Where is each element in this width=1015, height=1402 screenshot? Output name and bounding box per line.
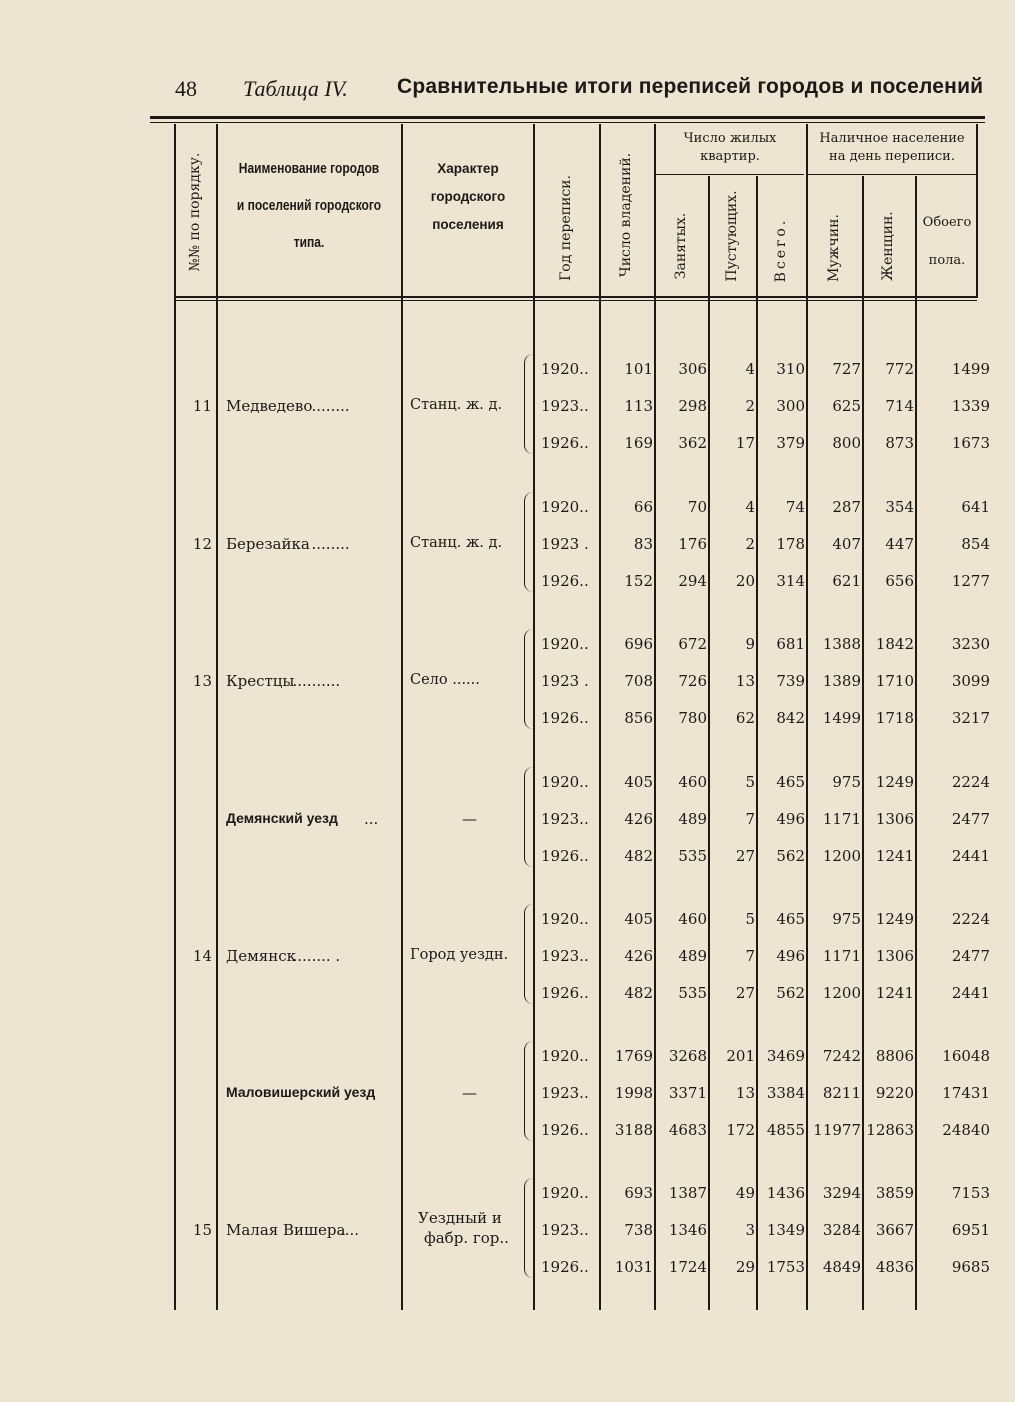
value-women: 1710 [875, 672, 914, 690]
value-both: 1673 [951, 434, 990, 452]
value-vac: 7 [745, 810, 755, 828]
value-men: 621 [832, 572, 861, 590]
value-occ: 780 [678, 709, 707, 727]
value-both: 1339 [951, 397, 990, 415]
value-both: 2477 [951, 947, 990, 965]
value-owners: 113 [624, 397, 653, 415]
value-owners: 3188 [614, 1121, 653, 1139]
top-rule-thick [150, 116, 985, 119]
value-tot: 3469 [766, 1047, 805, 1065]
header-name-line3: типа. [293, 234, 325, 251]
value-occ: 1724 [668, 1258, 707, 1276]
table-label: Таблица IV. [243, 76, 348, 101]
value-occ: 489 [678, 810, 707, 828]
name-leader: ........ [311, 397, 350, 415]
value-vac: 27 [735, 847, 755, 865]
census-year: 1926.. [541, 1258, 589, 1276]
value-vac: 29 [735, 1258, 755, 1276]
census-year: 1923.. [541, 1084, 589, 1102]
value-women: 1249 [875, 773, 914, 791]
value-owners: 1998 [614, 1084, 653, 1102]
header-women: Женщин. [880, 211, 896, 281]
value-occ: 298 [678, 397, 707, 415]
census-year: 1926.. [541, 572, 589, 590]
census-year: 1926.. [541, 847, 589, 865]
settlement-character-line2: фабр. гор.. [424, 1229, 509, 1247]
value-women: 447 [885, 535, 914, 553]
value-women: 1842 [875, 635, 914, 653]
apartments-subrule [654, 174, 804, 175]
page-number: 48 [175, 76, 197, 101]
value-men: 1171 [822, 947, 861, 965]
value-owners: 482 [624, 984, 653, 1002]
value-men: 11977 [813, 1121, 861, 1139]
value-men: 1389 [822, 672, 861, 690]
value-occ: 535 [678, 984, 707, 1002]
value-men: 8211 [822, 1084, 861, 1102]
value-men: 1171 [822, 810, 861, 828]
value-vac: 201 [726, 1047, 755, 1065]
value-women: 714 [885, 397, 914, 415]
col-line-10 [862, 176, 864, 1310]
census-year: 1923.. [541, 810, 589, 828]
value-owners: 152 [624, 572, 653, 590]
value-vac: 2 [745, 535, 755, 553]
census-year: 1920.. [541, 1184, 589, 1202]
value-vac: 13 [735, 672, 755, 690]
census-year: 1920.. [541, 910, 589, 928]
value-women: 3667 [875, 1221, 914, 1239]
settlement-character: Станц. ж. д. [410, 535, 503, 551]
col-line-8 [756, 176, 758, 1310]
header-vacant: Пустующих. [724, 190, 740, 282]
header-owners: Число владений. [618, 152, 634, 278]
place-name: Березайка [226, 535, 310, 553]
settlement-character: — [462, 1084, 477, 1102]
population-subrule [806, 174, 976, 175]
value-both: 3217 [951, 709, 990, 727]
value-women: 1241 [875, 984, 914, 1002]
value-tot: 178 [776, 535, 805, 553]
value-women: 1718 [875, 709, 914, 727]
settlement-character: Город уездн. [410, 947, 509, 963]
row-number: 13 [192, 672, 212, 690]
header-character-line3: поселения [432, 217, 504, 232]
settlement-character: Село ...... [410, 672, 480, 688]
value-owners: 1769 [614, 1047, 653, 1065]
value-owners: 1031 [614, 1258, 653, 1276]
value-occ: 4683 [668, 1121, 707, 1139]
col-line-5 [599, 124, 601, 1310]
value-owners: 693 [624, 1184, 653, 1202]
value-both: 2224 [951, 773, 990, 791]
value-vac: 17 [735, 434, 755, 452]
header-apartments-group [654, 130, 806, 166]
name-leader: .......... [292, 672, 341, 690]
row-number: 14 [192, 947, 212, 965]
value-vac: 2 [745, 397, 755, 415]
top-rule-thin [150, 122, 985, 123]
value-women: 1241 [875, 847, 914, 865]
group-brace [524, 354, 533, 454]
group-brace [524, 1178, 533, 1278]
value-owners: 405 [624, 910, 653, 928]
group-brace [524, 492, 533, 592]
value-tot: 681 [776, 635, 805, 653]
value-both: 9685 [951, 1258, 990, 1276]
value-occ: 294 [678, 572, 707, 590]
value-tot: 300 [776, 397, 805, 415]
group-brace [524, 767, 533, 867]
value-women: 1306 [875, 810, 914, 828]
value-both: 3099 [951, 672, 990, 690]
header-name [236, 150, 382, 261]
value-women: 1249 [875, 910, 914, 928]
header-population-line1: Наличное население [819, 131, 965, 146]
value-vac: 62 [735, 709, 755, 727]
value-occ: 70 [687, 498, 707, 516]
value-men: 7242 [822, 1047, 861, 1065]
value-owners: 696 [624, 635, 653, 653]
value-both: 2224 [951, 910, 990, 928]
value-tot: 379 [776, 434, 805, 452]
value-vac: 4 [745, 498, 755, 516]
col-line-1 [174, 124, 176, 1310]
census-year: 1923.. [541, 947, 589, 965]
header-men: Мужчин. [826, 214, 842, 282]
header-apartments-line1: Число жилых [683, 131, 777, 146]
value-tot: 1349 [766, 1221, 805, 1239]
col-line-9 [806, 124, 808, 1310]
header-rule-thin [174, 300, 977, 301]
value-men: 3284 [822, 1221, 861, 1239]
census-year: 1920.. [541, 635, 589, 653]
value-both: 3230 [951, 635, 990, 653]
value-women: 873 [885, 434, 914, 452]
value-occ: 362 [678, 434, 707, 452]
value-owners: 482 [624, 847, 653, 865]
col-line-11 [915, 176, 917, 1310]
value-vac: 9 [745, 635, 755, 653]
col-line-7 [708, 176, 710, 1310]
census-year: 1926.. [541, 709, 589, 727]
value-owners: 738 [624, 1221, 653, 1239]
value-both: 6951 [951, 1221, 990, 1239]
settlement-character: — [462, 810, 477, 828]
value-occ: 460 [678, 910, 707, 928]
value-owners: 426 [624, 810, 653, 828]
census-year: 1920.. [541, 360, 589, 378]
census-year: 1920.. [541, 1047, 589, 1065]
value-both: 2441 [951, 984, 990, 1002]
value-owners: 83 [633, 535, 653, 553]
col-line-4 [533, 124, 535, 1310]
place-name: Маловишерский уезд [226, 1084, 376, 1100]
value-vac: 49 [735, 1184, 755, 1202]
value-men: 800 [832, 434, 861, 452]
value-men: 1200 [822, 984, 861, 1002]
header-population-line2: на день переписи. [829, 149, 955, 164]
value-both: 1499 [951, 360, 990, 378]
value-occ: 176 [678, 535, 707, 553]
census-year: 1923.. [541, 397, 589, 415]
value-both: 7153 [951, 1184, 990, 1202]
value-men: 4849 [822, 1258, 861, 1276]
value-men: 727 [832, 360, 861, 378]
value-occ: 672 [678, 635, 707, 653]
value-occ: 1387 [668, 1184, 707, 1202]
value-men: 407 [832, 535, 861, 553]
header-character [402, 155, 534, 239]
value-both: 24840 [942, 1121, 990, 1139]
value-occ: 726 [678, 672, 707, 690]
value-men: 1499 [822, 709, 861, 727]
header-character-line1: Характер [437, 161, 499, 176]
row-number: 12 [192, 535, 212, 553]
value-vac: 5 [745, 773, 755, 791]
value-owners: 66 [633, 498, 653, 516]
name-leader: ........ . [292, 947, 341, 965]
value-tot: 842 [776, 709, 805, 727]
census-year: 1926.. [541, 984, 589, 1002]
value-owners: 856 [624, 709, 653, 727]
value-vac: 13 [735, 1084, 755, 1102]
group-brace [524, 1041, 533, 1141]
value-women: 3859 [875, 1184, 914, 1202]
value-occ: 460 [678, 773, 707, 791]
place-name: Демянск [226, 947, 296, 965]
value-women: 772 [885, 360, 914, 378]
place-name: Медведево [226, 397, 313, 415]
value-both: 1277 [951, 572, 990, 590]
value-both: 854 [961, 535, 990, 553]
value-tot: 739 [776, 672, 805, 690]
value-tot: 310 [776, 360, 805, 378]
value-owners: 708 [624, 672, 653, 690]
value-women: 4836 [875, 1258, 914, 1276]
header-character-line2: городского [430, 189, 506, 204]
value-vac: 3 [745, 1221, 755, 1239]
value-owners: 169 [624, 434, 653, 452]
name-leader: ... [364, 810, 379, 828]
value-occ: 3371 [668, 1084, 707, 1102]
value-vac: 7 [745, 947, 755, 965]
header-name-line1: Наименование городов [238, 160, 380, 177]
row-number: 15 [192, 1221, 212, 1239]
value-both: 641 [961, 498, 990, 516]
value-occ: 3268 [668, 1047, 707, 1065]
value-men: 3294 [822, 1184, 861, 1202]
value-women: 8806 [875, 1047, 914, 1065]
value-both: 17431 [942, 1084, 990, 1102]
place-name: Демянский уезд [226, 810, 338, 826]
value-owners: 426 [624, 947, 653, 965]
value-men: 287 [832, 498, 861, 516]
header-occupied: Занятых. [673, 212, 689, 280]
header-apartments-line2: квартир. [700, 149, 760, 164]
name-leader: .... [340, 1221, 360, 1239]
header-order-no: №№ по порядку. [187, 152, 203, 272]
group-brace [524, 904, 533, 1004]
census-year: 1923.. [541, 1221, 589, 1239]
value-both: 2441 [951, 847, 990, 865]
value-owners: 405 [624, 773, 653, 791]
value-both: 2477 [951, 810, 990, 828]
value-tot: 3384 [766, 1084, 805, 1102]
value-occ: 489 [678, 947, 707, 965]
col-line-2 [216, 124, 218, 1310]
census-year: 1920.. [541, 773, 589, 791]
header-both-line1: Обоего [922, 215, 972, 230]
value-tot: 562 [776, 984, 805, 1002]
value-occ: 1346 [668, 1221, 707, 1239]
value-owners: 101 [624, 360, 653, 378]
settlement-character: Станц. ж. д. [410, 397, 503, 413]
value-vac: 20 [735, 572, 755, 590]
value-both: 16048 [942, 1047, 990, 1065]
value-men: 975 [832, 773, 861, 791]
value-tot: 1753 [766, 1258, 805, 1276]
place-name: Малая Вишера [226, 1221, 346, 1239]
value-tot: 465 [776, 773, 805, 791]
value-men: 625 [832, 397, 861, 415]
value-tot: 496 [776, 810, 805, 828]
value-men: 1200 [822, 847, 861, 865]
value-vac: 4 [745, 360, 755, 378]
header-census-year: Год переписи. [558, 175, 574, 281]
value-occ: 306 [678, 360, 707, 378]
census-year: 1926.. [541, 434, 589, 452]
header-population-group [806, 130, 978, 166]
census-year: 1923 . [541, 535, 589, 553]
value-men: 1388 [822, 635, 861, 653]
name-leader: ........ [311, 535, 350, 553]
place-name: Крестцы [226, 672, 295, 690]
header-both-line2: пола. [928, 253, 966, 268]
value-women: 12863 [866, 1121, 914, 1139]
col-line-6 [654, 124, 656, 1310]
value-women: 354 [885, 498, 914, 516]
value-women: 9220 [875, 1084, 914, 1102]
settlement-character-line1: Уездный и [418, 1209, 502, 1227]
table-title: Сравнительные итоги переписей городов и поселений [397, 75, 984, 98]
value-tot: 496 [776, 947, 805, 965]
census-year: 1923 . [541, 672, 589, 690]
census-year: 1920.. [541, 498, 589, 516]
value-women: 656 [885, 572, 914, 590]
value-tot: 74 [785, 498, 805, 516]
value-men: 975 [832, 910, 861, 928]
value-vac: 27 [735, 984, 755, 1002]
col-line-3 [401, 124, 403, 1310]
value-vac: 172 [726, 1121, 755, 1139]
group-brace [524, 629, 533, 729]
value-tot: 4855 [766, 1121, 805, 1139]
header-rule-thick [174, 296, 977, 298]
value-occ: 535 [678, 847, 707, 865]
census-year: 1926.. [541, 1121, 589, 1139]
value-vac: 5 [745, 910, 755, 928]
header-total: Всего. [773, 217, 789, 283]
value-tot: 465 [776, 910, 805, 928]
value-tot: 314 [776, 572, 805, 590]
page-header [175, 76, 985, 112]
header-both [916, 204, 978, 280]
row-number: 11 [192, 397, 212, 415]
header-name-line2: и поселений городского [236, 197, 382, 214]
value-tot: 562 [776, 847, 805, 865]
value-tot: 1436 [766, 1184, 805, 1202]
value-women: 1306 [875, 947, 914, 965]
